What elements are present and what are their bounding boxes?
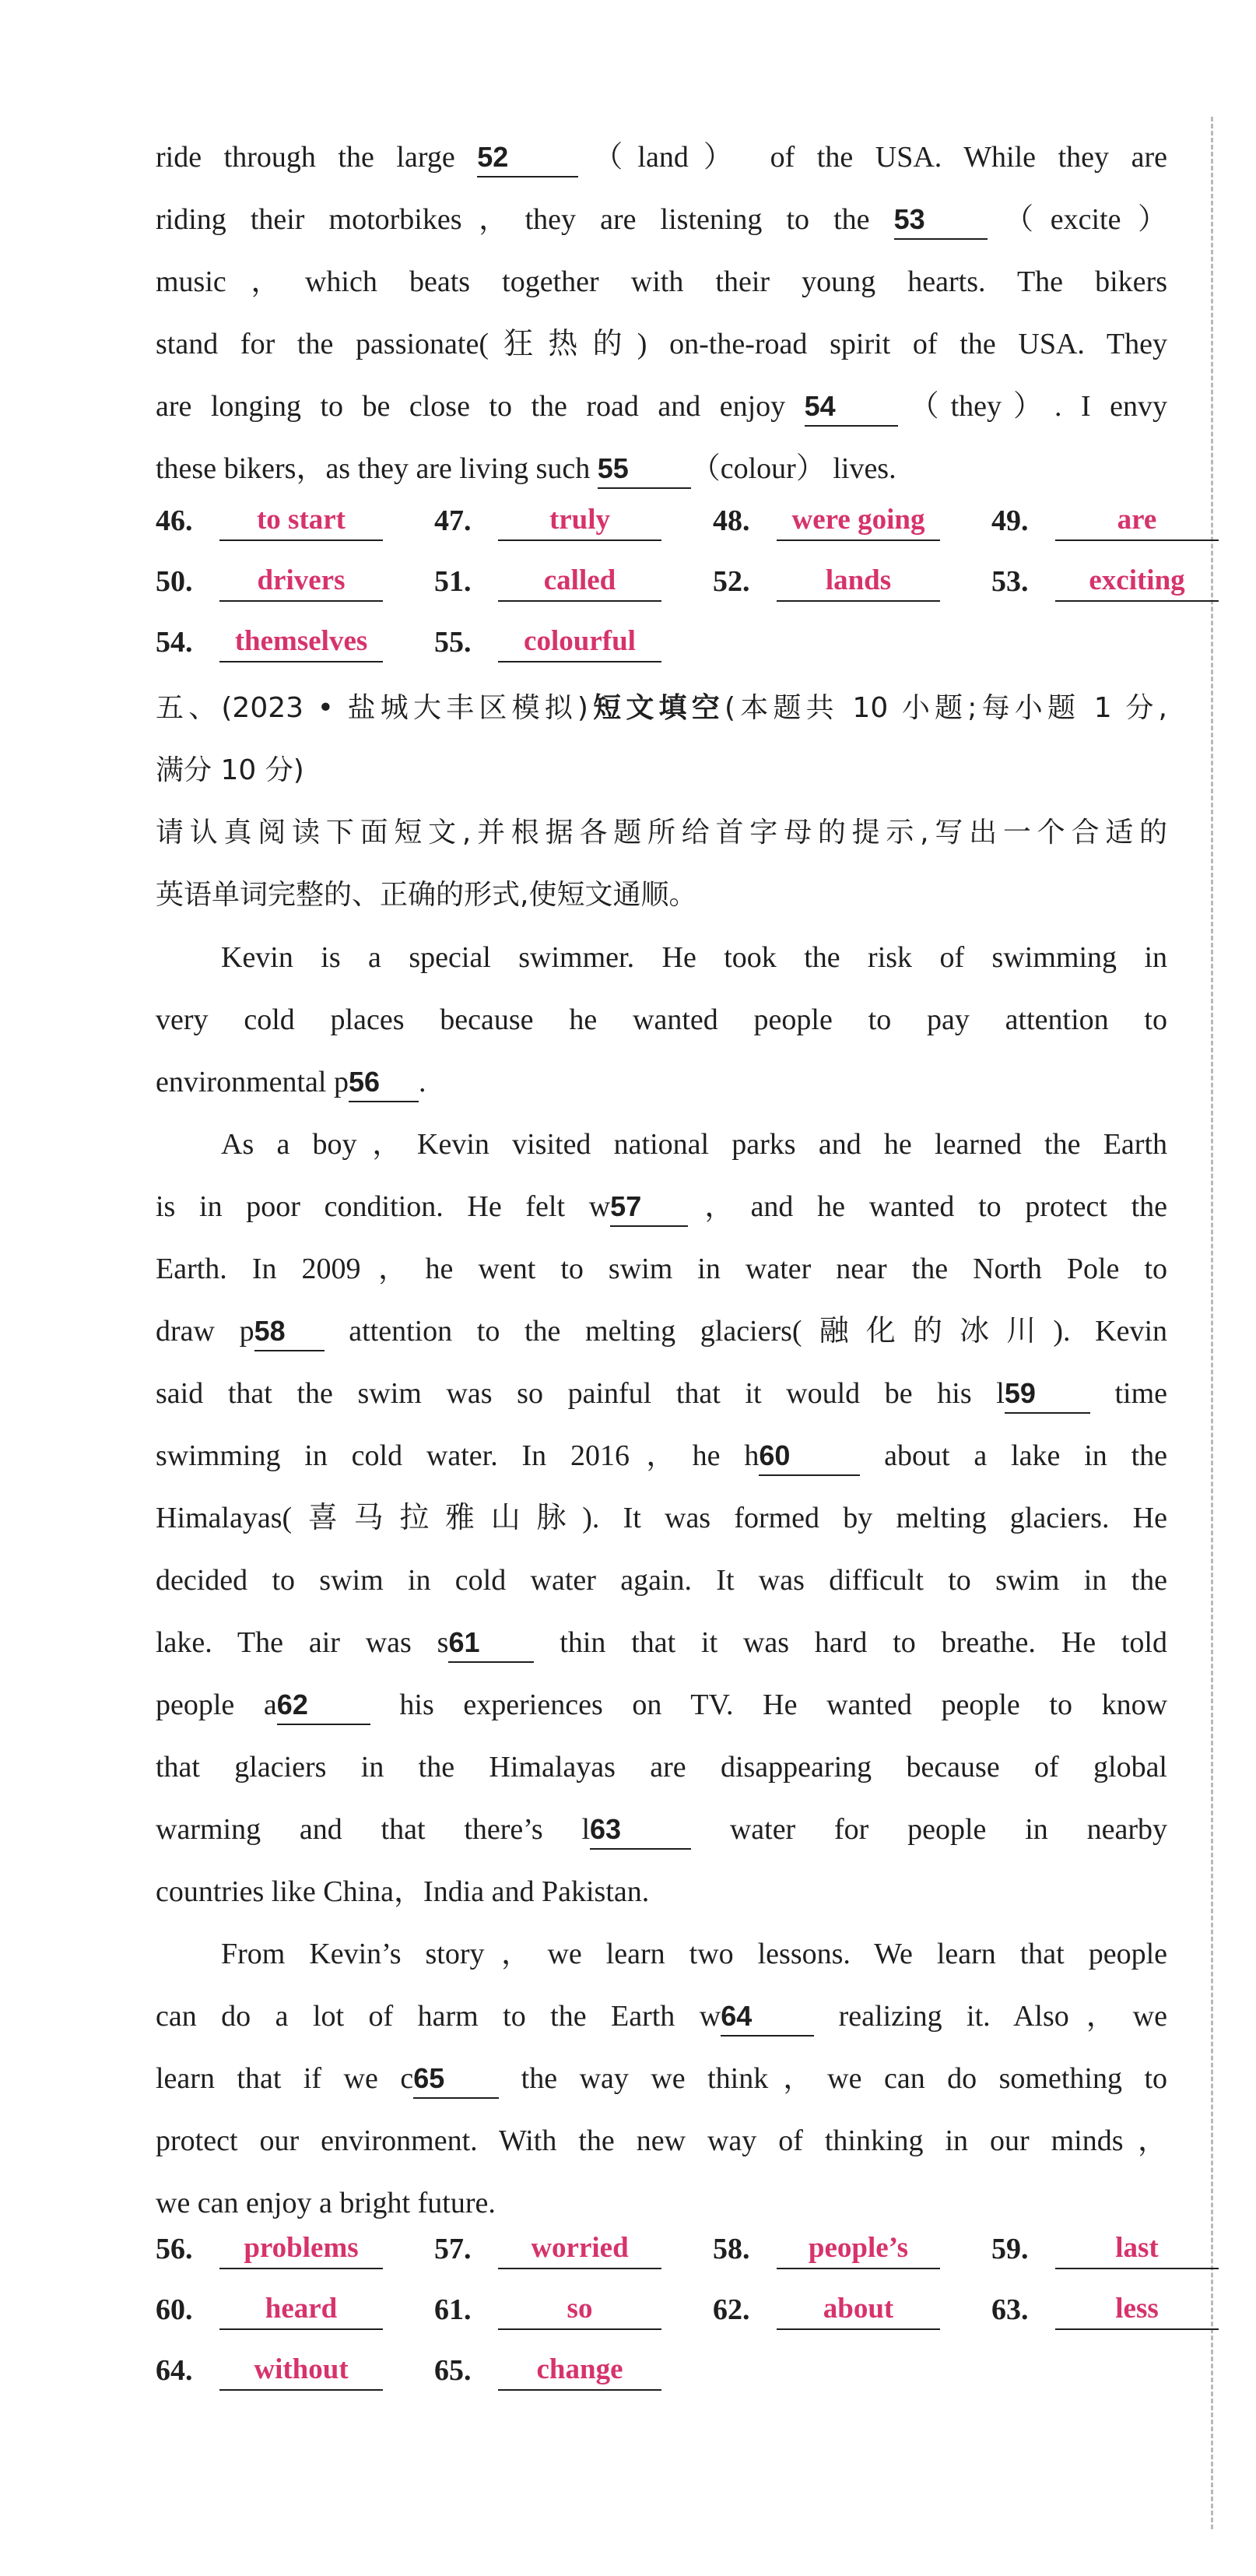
text-line: Earth. In 2009，he went to swim in water near the North Pole to — [156, 1253, 1167, 1285]
answer-item: 61. so — [434, 2279, 661, 2340]
answer-value: colourful — [498, 622, 661, 662]
answer-item: 65. change — [434, 2340, 661, 2401]
answer-row — [156, 551, 1185, 612]
blank-56: 56 — [349, 1063, 419, 1102]
text-line: can do a lot of harm to the Earth w64 realizing it. Also，we — [156, 1985, 1167, 2047]
text-line: these bikers，as they are living such 55 （colour） lives. — [156, 438, 1167, 500]
answer-value: lands — [777, 561, 940, 602]
answer-value: called — [498, 561, 661, 602]
answer-value: less — [1055, 2290, 1219, 2330]
answer-value: themselves — [219, 622, 383, 662]
answer-value: to start — [219, 501, 383, 541]
answer-value: change — [498, 2350, 661, 2391]
answer-value: worried — [498, 2229, 661, 2269]
answer-item: 58. people’s — [713, 2219, 940, 2279]
text-line: stand for the passionate(狂热的) on-the-road spirit of the USA. They — [156, 328, 1167, 360]
answer-item: 54. themselves — [156, 612, 383, 673]
answer-value: truly — [498, 501, 661, 541]
section-5-heading — [156, 677, 1167, 926]
answer-value: people’s — [777, 2229, 940, 2269]
text-line: swimming in cold water. In 2016，he h60 about a lake in the — [156, 1425, 1167, 1487]
text-line: countries like China，India and Pakistan. — [156, 1875, 650, 1908]
text-line: learn that if we c65 the way we think，we can do something to — [156, 2047, 1167, 2110]
heading-bold: 短文填空 — [588, 692, 724, 724]
answer-item: 59. last — [991, 2219, 1219, 2279]
blank-62: 62 — [277, 1686, 370, 1725]
answer-value: drivers — [219, 561, 383, 602]
blank-53: 53 — [894, 201, 988, 240]
text-line: draw p58 attention to the melting glaciers(融化的冰川). Kevin — [156, 1300, 1167, 1362]
text-line: As a boy，Kevin visited national parks and he learned the Earth — [221, 1128, 1167, 1161]
text-line: ride through the large 52 （land） of the USA. While they are — [156, 126, 1167, 188]
answer-item: 57. worried — [434, 2219, 661, 2279]
text-line: said that the swim was so painful that it would be his l59 time — [156, 1362, 1167, 1425]
text-line: music，which beats together with their young hearts. The bikers — [156, 265, 1167, 298]
blank-52: 52 — [477, 139, 578, 177]
text-line: protect our environment. With the new way of thinking in our minds， — [156, 2124, 1167, 2157]
instruction-line: 请认真阅读下面短文,并根据各题所给首字母的提示,写出一个合适的 — [156, 817, 1167, 849]
answer-item: 50. drivers — [156, 551, 383, 612]
blank-63: 63 — [590, 1811, 691, 1850]
blank-65: 65 — [413, 2060, 499, 2099]
answer-item: 60. heard — [156, 2279, 383, 2340]
blank-60: 60 — [759, 1437, 860, 1476]
answer-item: 64. without — [156, 2340, 383, 2401]
text-line: people a62 his experiences on TV. He wanted people to know — [156, 1674, 1167, 1736]
answers-46-55 — [156, 490, 1185, 673]
passage-2-text — [156, 926, 1167, 2234]
answer-value: heard — [219, 2290, 383, 2330]
answer-item: 47. truly — [434, 490, 661, 551]
answer-row — [156, 612, 1175, 673]
text-line: are longing to be close to the road and enjoy 54 （they）. I envy — [156, 375, 1167, 438]
blank-64: 64 — [721, 1998, 814, 2037]
answer-item: 48. were going — [713, 490, 940, 551]
answer-value: are — [1055, 501, 1219, 541]
answer-row — [156, 2340, 1175, 2401]
answer-row — [156, 2219, 1175, 2279]
blank-54: 54 — [805, 388, 898, 427]
text-line: we can enjoy a bright future. — [156, 2187, 496, 2219]
answer-row — [156, 490, 1175, 551]
blank-61: 61 — [448, 1624, 534, 1663]
answer-value: were going — [777, 501, 940, 541]
answer-item: 63. less — [991, 2279, 1219, 2340]
text-line: is in poor condition. He felt w57 ，and he wanted to protect the — [156, 1176, 1167, 1238]
answer-item: 62. about — [713, 2279, 940, 2340]
blank-55: 55 — [598, 450, 691, 489]
text-line: that glaciers in the Himalayas are disappearing because of global — [156, 1751, 1167, 1784]
heading-line: 五、(2023 • 盐城大丰区模拟)短文填空(本题共 10 小题;每小题 1 分, — [156, 692, 1167, 724]
text-line: riding their motorbikes，they are listening to the 53 （excite） — [156, 188, 1167, 251]
text-line: very cold places because he wanted people to pay attention to — [156, 1003, 1167, 1036]
binding-dashed-line — [1211, 117, 1213, 2529]
answer-row — [156, 2279, 1175, 2340]
answer-value: so — [498, 2290, 661, 2330]
answer-item: 55. colourful — [434, 612, 661, 673]
answer-value: without — [219, 2350, 383, 2391]
blank-58: 58 — [254, 1313, 325, 1351]
blank-59: 59 — [1005, 1375, 1090, 1414]
heading-line: 满分 10 分) — [156, 754, 304, 786]
answer-value: exciting — [1055, 561, 1219, 602]
answer-value: last — [1055, 2229, 1219, 2269]
answer-value: problems — [219, 2229, 383, 2269]
instruction-line: 英语单词完整的、正确的形式,使短文通顺。 — [156, 879, 697, 911]
text-line: Himalayas(喜马拉雅山脉). It was formed by melting glaciers. He — [156, 1502, 1167, 1534]
text-line: From Kevin’s story，we learn two lessons. We learn that people — [221, 1938, 1167, 1970]
text-line: decided to swim in cold water again. It was difficult to swim in the — [156, 1564, 1167, 1597]
answer-item: 46. to start — [156, 490, 383, 551]
answer-item: 53. exciting — [991, 551, 1219, 612]
answer-item: 51. called — [434, 551, 661, 612]
answer-item: 52. lands — [713, 551, 940, 612]
passage-1-text — [156, 126, 1167, 500]
answer-item: 49. are — [991, 490, 1219, 551]
answer-value: about — [777, 2290, 940, 2330]
text-line: warming and that there’s l63 water for people in nearby — [156, 1798, 1167, 1861]
text-line: environmental p56 . — [156, 1051, 1167, 1113]
text-line: Kevin is a special swimmer. He took the risk of swimming in — [221, 941, 1167, 974]
blank-57: 57 — [610, 1188, 688, 1227]
answer-item: 56. problems — [156, 2219, 383, 2279]
answers-56-65 — [156, 2219, 1175, 2401]
text-line: lake. The air was s61 thin that it was hard to breathe. He told — [156, 1611, 1167, 1674]
